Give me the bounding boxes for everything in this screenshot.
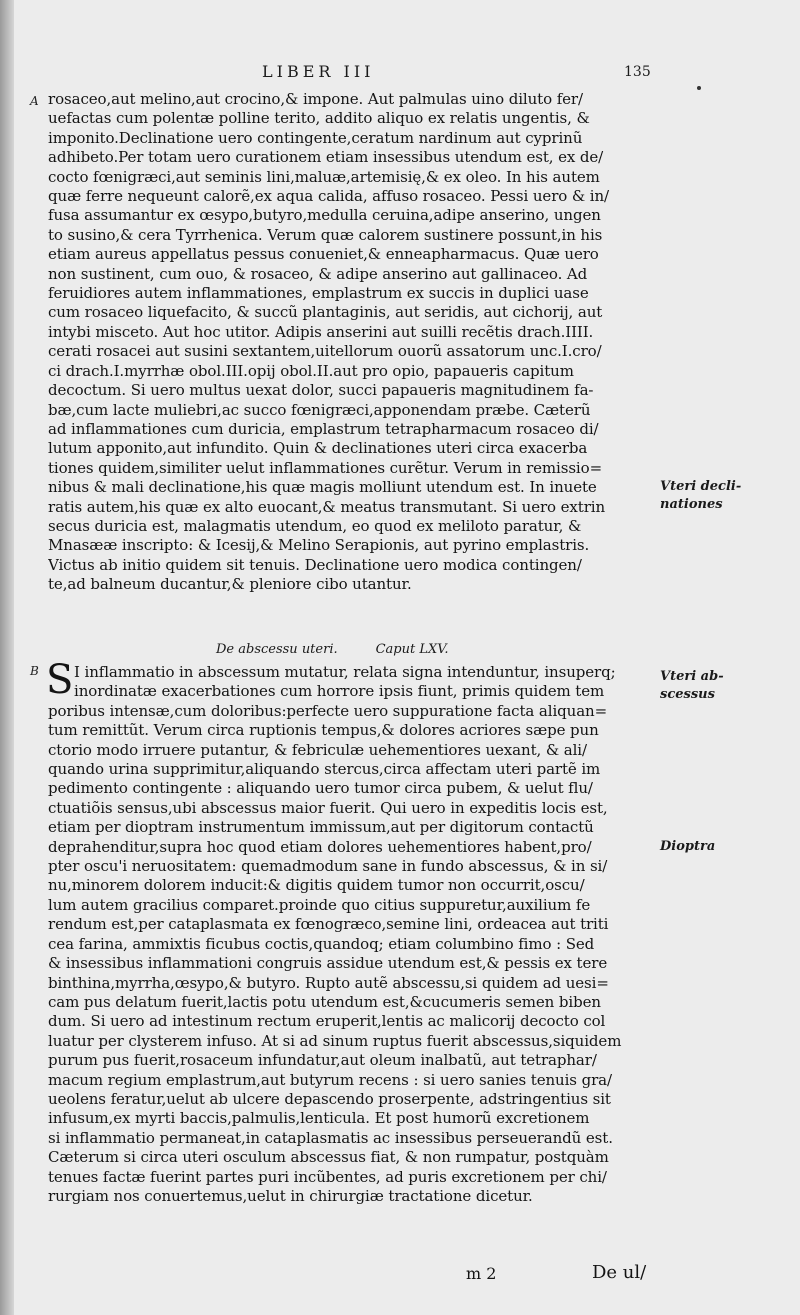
text-line: bæ,cum lacte muliebri,ac succo fœnigræci,apponendam præbe. Cæterũ [48,400,591,419]
section-marker-a: A [30,94,39,108]
text-line: infusum,ex myrti baccis,palmulis,lenticula. Et post humorũ excretionem [48,1109,590,1128]
text-line: ci drach.I.myrrhæ obol.III.opij obol.II.aut pro opio, papaueris capitum [48,361,574,380]
chapter-title: De abscessu uteri. [216,642,338,657]
page-gutter-shadow [0,0,14,1315]
text-line: ctuatiõis sensus,ubi abscessus maior fuerit. Qui uero in expeditis locis est, [48,798,608,817]
margin-note-declinations [660,478,741,514]
text-line: lutum apponito,aut infundito. Quin & declinationes uteri circa exacerba [48,439,588,458]
text-line: fusa assumantur ex œsypo,butyro,medulla ceruina,adipe anserino, ungen [48,206,601,225]
text-line: cea farina, ammixtis ficubus coctis,quandoq; etiam columbino fimo : Sed [48,934,595,953]
text-line: etiam per dioptram instrumentum immissum,aut per digitorum contactũ [48,818,594,837]
text-line: Mnasææ inscripto: & Icesij,& Melino Serapionis, aut pyrino emplastris. [48,536,590,555]
section-marker-b: B [30,664,39,678]
text-line: I inflammatio in abscessum mutatur, relata signa intenduntur, insuperq; [74,663,616,681]
text-line: purum pus fuerit,rosaceum infundatur,aut oleum inalbatũ, aut tetraphar/ [48,1051,597,1070]
text-line: ad inflammationes cum duricia, emplastrum tetrapharmacum rosaceo di/ [48,419,599,438]
text-line: rurgiam nos conuertemus,uelut in chirurgiæ tractatione dicetur. [48,1186,533,1205]
text-line: macum regium emplastrum,aut butyrum recens : si uero sanies tenuis gra/ [48,1070,612,1089]
signature-mark: m 2 [466,1264,497,1283]
text-line: ueolens feratur,uelut ab ulcere depascendo proserpente, adstringentius sit [48,1089,611,1108]
ink-dot [697,86,701,90]
chapter-number: Caput LXV. [375,642,449,657]
text-line: quæ ferre nequeunt calorẽ,ex aqua calida, affuso rosaceo. Pessi uero & in/ [48,187,609,206]
paragraph-treatment [48,90,648,595]
text-line: Victus ab initio quidem sit tenuis. Declinatione uero modica contingen/ [48,555,582,574]
catchword: De ul/ [592,1262,647,1283]
text-line: & insessibus inflammationi congruis assidue utendum est,& pessis ex tere [48,954,608,973]
text-line: etiam aureus appellatus pessus conueniet,& enneapharmacus. Quæ uero [48,245,599,264]
text-line: imponito.Declinatione uero contingente,ceratum nardinum aut cyprinũ [48,128,583,147]
text-line: pter oscu'i neruositatem: quemadmodum sane in fundo abscessus, & in si/ [48,857,608,876]
text-line: non sustinent, cum ouo, & rosaceo, & adipe anserino aut gallinaceo. Ad [48,264,588,283]
margin-note-line: nationes [660,497,723,512]
text-line: cum rosaceo liquefacito, & succũ plantaginis, aut seridis, aut cichorij, aut [48,303,603,322]
margin-note-line: scessus [660,687,715,702]
text-line: secus duricia est, malagmatis utendum, eo quod ex meliloto paratur, & [48,516,582,535]
text-line: inordinatæ exacerbationes cum horrore ipsis fiunt, primis quidem tem [74,682,605,701]
text-line: rendum est,per cataplasmata ex fœnogræco,semine lini, ordeacea aut triti [48,915,609,934]
text-line: nu,minorem dolorem inducit:& digitis quidem tumor non occurrit,oscu/ [48,876,585,895]
text-line: quando urina supprimitur,aliquando stercus,circa affectam uteri partẽ im [48,760,601,779]
margin-note-dioptra [660,838,715,856]
text-line: uefactas cum polentæ polline terito, addito aliquo ex relatis ungentis, & [48,109,590,128]
text-line: decoctum. Si uero multus uexat dolor, succi papaueris magnitudinem fa- [48,381,594,400]
text-line: nibus & mali declinatione,his quæ magis molliunt utendum est. In inuete [48,478,597,497]
running-head: LIBER III [262,62,375,81]
drop-initial: S [46,657,74,703]
text-line: poribus intensæ,cum doloribus:perfecte uero suppuratione facta aliquan= [48,701,608,720]
text-line: tiones quidem,similiter uelut inflammationes curẽtur. Verum in remissio= [48,458,603,477]
text-line: tenues factæ fuerint partes puri incũbentes, ad puris excretionem per chi/ [48,1167,607,1186]
text-line: rosaceo,aut melino,aut crocino,& impone. Aut palmulas uino diluto fer/ [48,90,583,108]
text-line: ctorio modo irruere putantur, & febriculæ uehementiores uexant, & ali/ [48,740,587,759]
text-line: pedimento contingente : aliquando uero tumor circa pubem, & uelut flu/ [48,779,593,798]
text-line: si inflammatio permaneat,in cataplasmatis ac insessibus perseuerandũ est. [48,1128,613,1147]
text-line: lum autem gracilius comparet.proinde quo citius suppuretur,auxilium fe [48,895,591,914]
text-line: deprahenditur,supra hoc quod etiam dolores uehementiores habent,pro/ [48,837,592,856]
text-line: cocto fœnigræci,aut seminis lini,maluæ,artemisię,& ex oleo. In his autem [48,167,600,186]
margin-note-line: Dioptra [660,839,716,854]
text-line: binthina,myrrha,œsypo,& butyro. Rupto autẽ abscessu,si quidem ad uesi= [48,973,609,992]
text-line: cam pus delatum fuerit,lactis potu utendum est,&cucumeris semen biben [48,992,601,1011]
text-line: to susino,& cera Tyrrhenica. Verum quæ calorem sustinere possunt,in his [48,225,603,244]
text-line: tum remittũt. Verum circa ruptionis tempus,& dolores acriores sæpe pun [48,721,599,740]
chapter-heading [216,642,487,657]
folio-number: 135 [624,64,651,80]
text-line: feruidiores autem inflammationes, emplastrum ex succis in duplici uase [48,284,589,303]
text-line: intybi misceto. Aut hoc utitor. Adipis anserini aut suilli recẽtis drach.IIII. [48,322,594,341]
margin-note-line: Vteri ab- [660,669,724,684]
text-line: adhibeto.Per totam uero curationem etiam insessibus utendum est, ex de/ [48,148,604,167]
text-line: luatur per clysterem infuso. At si ad sinum ruptus fuerit abscessus,siquidem [48,1031,622,1050]
text-line: dum. Si uero ad intestinum rectum eruperit,lentis ac malicorij decocto col [48,1012,606,1031]
text-line: te,ad balneum ducantur,& pleniore cibo utantur. [48,575,412,594]
paragraph-abscess [48,663,648,1206]
margin-note-abscess [660,668,724,704]
text-line: Cæterum si circa uteri osculum abscessus fiat, & non rumpatur, postquàm [48,1148,609,1167]
text-line: ratis autem,his quæ ex alto euocant,& meatus transmutant. Si uero extrin [48,497,606,516]
text-line: cerati rosacei aut susini sextantem,uitellorum ouorũ assatorum unc.I.cro/ [48,342,602,361]
margin-note-line: Vteri decli- [660,479,742,494]
